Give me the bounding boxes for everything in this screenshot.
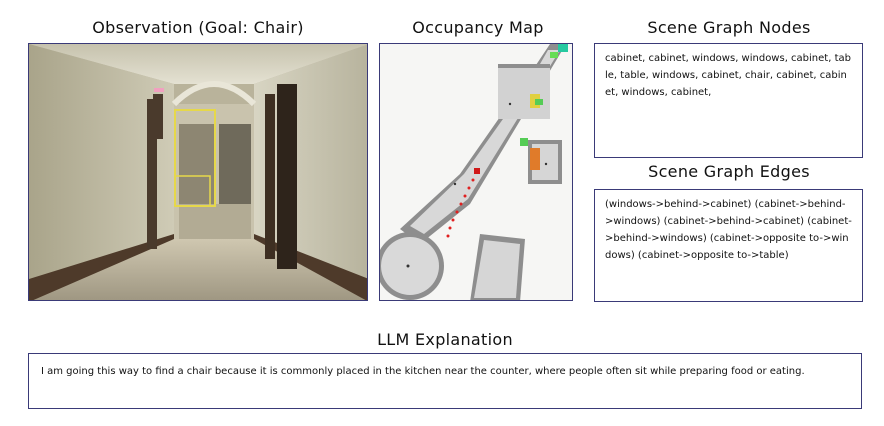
scene-graph-edges-text: (windows->behind->cabinet) (cabinet->behind->windows) (cabinet->behind->cabinet) (cabinet->behind->windows) (cabinet->opposite to->windows) (cabinet->opposite to->table) <box>605 199 852 261</box>
occupancy-map-title: Occupancy Map <box>412 18 544 37</box>
llm-explanation-text: I am going this way to find a chair because it is commonly placed in the kitchen near the counter, where people often sit while preparing food or eating. <box>41 366 805 377</box>
scene-graph-nodes-title: Scene Graph Nodes <box>647 18 811 37</box>
scene-graph-nodes-text: cabinet, cabinet, windows, windows, cabinet, table, table, windows, cabinet, chair, cabinet, cabinet, windows, cabinet, <box>605 53 851 98</box>
observation-image <box>28 43 368 301</box>
detection-label-tag <box>154 88 164 92</box>
llm-explanation-title: LLM Explanation <box>377 330 513 349</box>
observation-title: Observation (Goal: Chair) <box>92 18 304 37</box>
hallway-scene <box>29 44 368 301</box>
occupancy-map <box>379 43 573 301</box>
occupancy-grid <box>380 44 573 301</box>
scene-graph-edges-title: Scene Graph Edges <box>648 162 810 181</box>
scene-graph-edges-panel <box>594 189 863 302</box>
scene-graph-nodes-panel <box>594 43 863 158</box>
llm-explanation-panel <box>28 353 862 409</box>
